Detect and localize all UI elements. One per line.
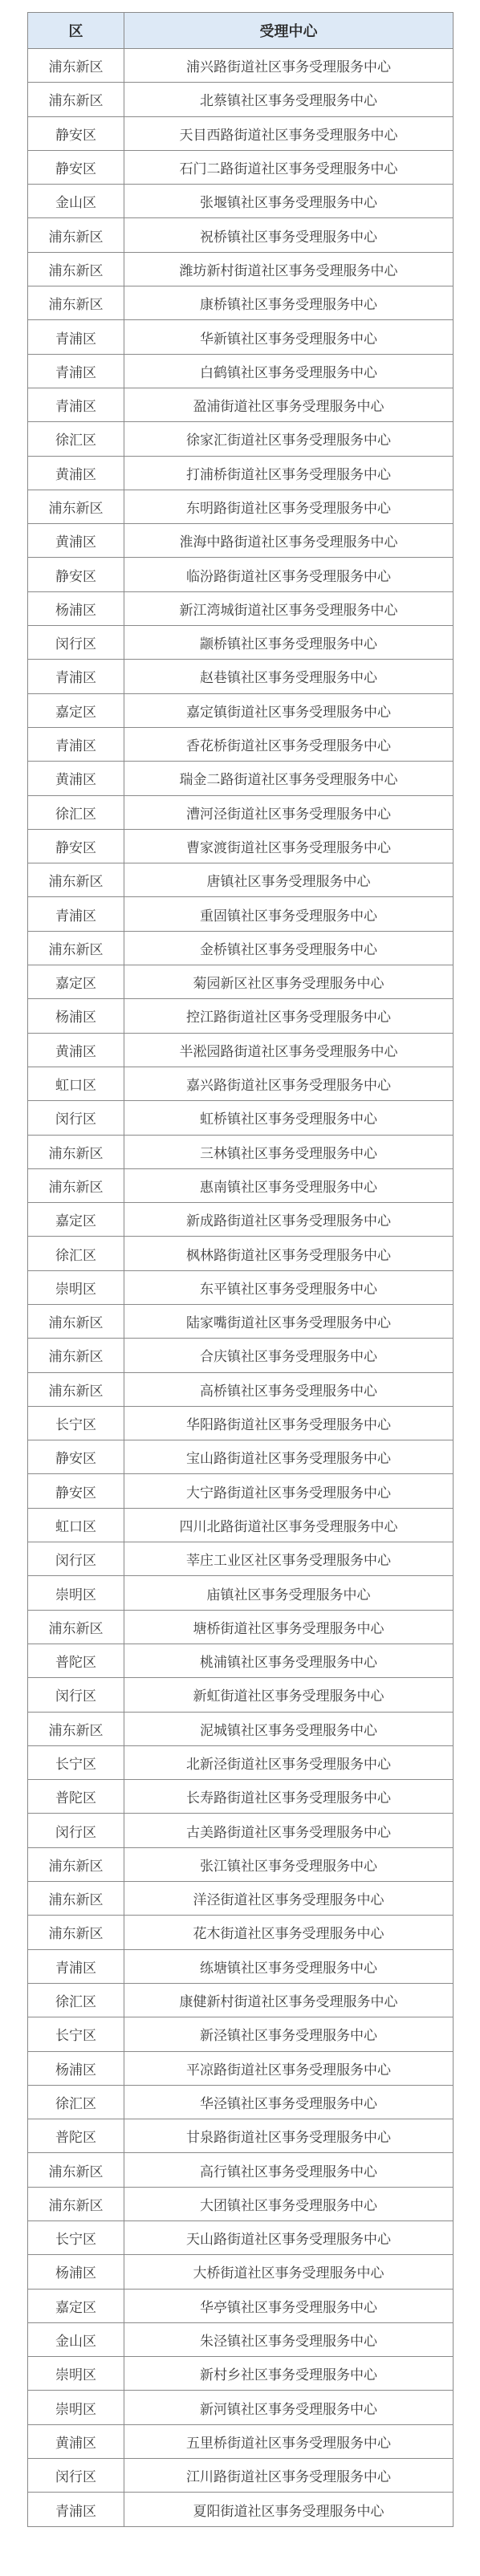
center-cell: 平凉路街道社区事务受理服务中心 <box>124 2051 454 2085</box>
district-cell: 静安区 <box>28 1440 124 1474</box>
table-row <box>28 863 454 897</box>
center-cell: 盈浦街道社区事务受理服务中心 <box>124 388 454 421</box>
table-row <box>28 524 454 558</box>
district-cell: 静安区 <box>28 829 124 863</box>
center-cell: 临汾路街道社区事务受理服务中心 <box>124 558 454 591</box>
district-cell: 浦东新区 <box>28 1916 124 1949</box>
table-row <box>28 150 454 184</box>
table-row <box>28 2424 454 2458</box>
center-cell: 虹桥镇社区事务受理服务中心 <box>124 1101 454 1135</box>
district-cell: 静安区 <box>28 1474 124 1508</box>
table-row <box>28 1304 454 1338</box>
district-cell: 静安区 <box>28 150 124 184</box>
center-cell: 华泾镇社区事务受理服务中心 <box>124 2085 454 2119</box>
center-cell: 菊园新区社区事务受理服务中心 <box>124 965 454 999</box>
table-row <box>28 2255 454 2289</box>
table-row <box>28 558 454 591</box>
district-cell: 虹口区 <box>28 1067 124 1100</box>
district-cell: 静安区 <box>28 558 124 591</box>
center-cell: 华新镇社区事务受理服务中心 <box>124 320 454 354</box>
center-cell: 高行镇社区事务受理服务中心 <box>124 2153 454 2187</box>
district-cell: 浦东新区 <box>28 1339 124 1372</box>
table-row <box>28 490 454 523</box>
center-cell: 打浦桥街道社区事务受理服务中心 <box>124 456 454 490</box>
table-row <box>28 1949 454 1983</box>
district-cell: 青浦区 <box>28 354 124 388</box>
table-row <box>28 2357 454 2391</box>
table-row <box>28 931 454 965</box>
table-row <box>28 2085 454 2119</box>
table-row <box>28 218 454 252</box>
district-cell: 青浦区 <box>28 320 124 354</box>
district-cell: 浦东新区 <box>28 1712 124 1745</box>
center-cell: 江川路街道社区事务受理服务中心 <box>124 2459 454 2493</box>
center-cell: 徐家汇街道社区事务受理服务中心 <box>124 422 454 456</box>
district-cell: 普陀区 <box>28 1644 124 1677</box>
table-row <box>28 1406 454 1440</box>
table-row <box>28 762 454 795</box>
district-cell: 嘉定区 <box>28 693 124 727</box>
table-row <box>28 2221 454 2255</box>
table-row <box>28 2459 454 2493</box>
district-cell: 青浦区 <box>28 2493 124 2526</box>
center-cell: 泥城镇社区事务受理服务中心 <box>124 1712 454 1745</box>
center-cell: 白鹤镇社区事务受理服务中心 <box>124 354 454 388</box>
table-row <box>28 252 454 286</box>
table-body <box>28 49 454 2527</box>
center-cell: 漕河泾街道社区事务受理服务中心 <box>124 795 454 829</box>
table-row <box>28 1745 454 1779</box>
center-cell: 香花桥街道社区事务受理服务中心 <box>124 727 454 761</box>
center-cell: 新河镇社区事务受理服务中心 <box>124 2391 454 2424</box>
district-cell: 浦东新区 <box>28 931 124 965</box>
district-cell: 静安区 <box>28 116 124 150</box>
table-row <box>28 1339 454 1372</box>
district-cell: 青浦区 <box>28 897 124 931</box>
center-cell: 陆家嘴街道社区事务受理服务中心 <box>124 1304 454 1338</box>
table-header-row <box>28 13 454 49</box>
center-cell: 新江湾城街道社区事务受理服务中心 <box>124 591 454 625</box>
center-cell: 练塘镇社区事务受理服务中心 <box>124 1949 454 1983</box>
district-cell: 金山区 <box>28 2322 124 2356</box>
district-cell: 闵行区 <box>28 1542 124 1576</box>
table-row <box>28 1916 454 1949</box>
table-row <box>28 1508 454 1542</box>
table-row <box>28 965 454 999</box>
center-cell: 古美路街道社区事务受理服务中心 <box>124 1814 454 1847</box>
table-row <box>28 897 454 931</box>
center-cell: 嘉兴路街道社区事务受理服务中心 <box>124 1067 454 1100</box>
center-cell: 洋泾街道社区事务受理服务中心 <box>124 1882 454 1916</box>
center-cell: 淮海中路街道社区事务受理服务中心 <box>124 524 454 558</box>
table-row <box>28 422 454 456</box>
center-cell: 大宁路街道社区事务受理服务中心 <box>124 1474 454 1508</box>
district-cell: 嘉定区 <box>28 1203 124 1237</box>
center-cell: 颛桥镇社区事务受理服务中心 <box>124 626 454 660</box>
district-cell: 普陀区 <box>28 1780 124 1814</box>
center-cell: 高桥镇社区事务受理服务中心 <box>124 1372 454 1406</box>
district-cell: 浦东新区 <box>28 1372 124 1406</box>
center-cell: 瑞金二路街道社区事务受理服务中心 <box>124 762 454 795</box>
table-row <box>28 2322 454 2356</box>
district-cell: 杨浦区 <box>28 999 124 1033</box>
center-cell: 花木街道社区事务受理服务中心 <box>124 1916 454 1949</box>
center-cell: 北蔡镇社区事务受理服务中心 <box>124 83 454 116</box>
district-cell: 黄浦区 <box>28 2424 124 2458</box>
table-row <box>28 388 454 421</box>
district-cell: 浦东新区 <box>28 2187 124 2220</box>
center-cell: 张江镇社区事务受理服务中心 <box>124 1847 454 1881</box>
district-cell: 黄浦区 <box>28 762 124 795</box>
district-cell: 崇明区 <box>28 1576 124 1610</box>
district-cell: 浦东新区 <box>28 1168 124 1202</box>
center-cell: 半淞园路街道社区事务受理服务中心 <box>124 1033 454 1067</box>
table-row <box>28 49 454 83</box>
table-row <box>28 1712 454 1745</box>
table-row <box>28 1237 454 1270</box>
district-cell: 浦东新区 <box>28 490 124 523</box>
table-row <box>28 1847 454 1881</box>
center-cell: 曹家渡街道社区事务受理服务中心 <box>124 829 454 863</box>
district-cell: 青浦区 <box>28 727 124 761</box>
center-cell: 合庆镇社区事务受理服务中心 <box>124 1339 454 1372</box>
table-row <box>28 727 454 761</box>
table-row <box>28 2153 454 2187</box>
district-cell: 浦东新区 <box>28 863 124 897</box>
district-cell: 杨浦区 <box>28 2255 124 2289</box>
district-cell: 崇明区 <box>28 2391 124 2424</box>
center-cell: 华阳路街道社区事务受理服务中心 <box>124 1406 454 1440</box>
district-column-header: 区 <box>28 13 124 49</box>
center-cell: 嘉定镇街道社区事务受理服务中心 <box>124 693 454 727</box>
table-row <box>28 2017 454 2051</box>
center-cell: 天目西路街道社区事务受理服务中心 <box>124 116 454 150</box>
table-row <box>28 1780 454 1814</box>
district-cell: 长宁区 <box>28 1406 124 1440</box>
center-cell: 朱泾镇社区事务受理服务中心 <box>124 2322 454 2356</box>
table-row <box>28 1270 454 1304</box>
table-row <box>28 795 454 829</box>
table-row <box>28 660 454 693</box>
table-row <box>28 2187 454 2220</box>
table-row <box>28 1440 454 1474</box>
table-row <box>28 1135 454 1168</box>
district-cell: 长宁区 <box>28 2017 124 2051</box>
center-cell: 张堰镇社区事务受理服务中心 <box>124 185 454 218</box>
center-cell: 潍坊新村街道社区事务受理服务中心 <box>124 252 454 286</box>
center-cell: 大团镇社区事务受理服务中心 <box>124 2187 454 2220</box>
center-cell: 惠南镇社区事务受理服务中心 <box>124 1168 454 1202</box>
district-cell: 闵行区 <box>28 2459 124 2493</box>
district-cell: 黄浦区 <box>28 456 124 490</box>
table-row <box>28 1882 454 1916</box>
table-row <box>28 999 454 1033</box>
table-row <box>28 1576 454 1610</box>
table-row <box>28 829 454 863</box>
district-cell: 浦东新区 <box>28 1882 124 1916</box>
district-cell: 闵行区 <box>28 1101 124 1135</box>
center-cell: 新虹街道社区事务受理服务中心 <box>124 1678 454 1712</box>
district-cell: 杨浦区 <box>28 591 124 625</box>
center-cell: 东平镇社区事务受理服务中心 <box>124 1270 454 1304</box>
table-row <box>28 1644 454 1677</box>
district-cell: 徐汇区 <box>28 795 124 829</box>
district-cell: 嘉定区 <box>28 965 124 999</box>
district-cell: 徐汇区 <box>28 1983 124 2017</box>
center-cell: 新村乡社区事务受理服务中心 <box>124 2357 454 2391</box>
table-row <box>28 1474 454 1508</box>
table-row <box>28 116 454 150</box>
table-row <box>28 1101 454 1135</box>
center-cell: 康健新村街道社区事务受理服务中心 <box>124 1983 454 2017</box>
center-cell: 长寿路街道社区事务受理服务中心 <box>124 1780 454 1814</box>
district-cell: 浦东新区 <box>28 83 124 116</box>
table-row <box>28 83 454 116</box>
center-cell: 大桥街道社区事务受理服务中心 <box>124 2255 454 2289</box>
district-cell: 浦东新区 <box>28 1847 124 1881</box>
center-cell: 庙镇社区事务受理服务中心 <box>124 1576 454 1610</box>
district-cell: 闵行区 <box>28 626 124 660</box>
table-row <box>28 2289 454 2322</box>
table-row <box>28 320 454 354</box>
center-cell: 新成路街道社区事务受理服务中心 <box>124 1203 454 1237</box>
table-row <box>28 1610 454 1644</box>
table-row <box>28 2391 454 2424</box>
district-cell: 浦东新区 <box>28 49 124 83</box>
district-cell: 金山区 <box>28 185 124 218</box>
district-cell: 浦东新区 <box>28 286 124 320</box>
center-cell: 五里桥街道社区事务受理服务中心 <box>124 2424 454 2458</box>
district-cell: 浦东新区 <box>28 2153 124 2187</box>
center-cell: 金桥镇社区事务受理服务中心 <box>124 931 454 965</box>
district-cell: 青浦区 <box>28 660 124 693</box>
district-cell: 浦东新区 <box>28 1610 124 1644</box>
district-cell: 徐汇区 <box>28 422 124 456</box>
center-cell: 华亭镇社区事务受理服务中心 <box>124 2289 454 2322</box>
district-cell: 闵行区 <box>28 1678 124 1712</box>
table-row <box>28 2119 454 2153</box>
table-row <box>28 1678 454 1712</box>
district-cell: 崇明区 <box>28 1270 124 1304</box>
center-cell: 三林镇社区事务受理服务中心 <box>124 1135 454 1168</box>
district-cell: 青浦区 <box>28 388 124 421</box>
table-row <box>28 591 454 625</box>
district-cell: 虹口区 <box>28 1508 124 1542</box>
service-center-table <box>27 12 454 2527</box>
table-row <box>28 1814 454 1847</box>
center-cell: 重固镇社区事务受理服务中心 <box>124 897 454 931</box>
table-row <box>28 2051 454 2085</box>
district-cell: 浦东新区 <box>28 1135 124 1168</box>
table-row <box>28 456 454 490</box>
center-cell: 浦兴路街道社区事务受理服务中心 <box>124 49 454 83</box>
center-cell: 唐镇社区事务受理服务中心 <box>124 863 454 897</box>
center-cell: 宝山路街道社区事务受理服务中心 <box>124 1440 454 1474</box>
center-cell: 枫林路街道社区事务受理服务中心 <box>124 1237 454 1270</box>
center-cell: 天山路街道社区事务受理服务中心 <box>124 2221 454 2255</box>
table-row <box>28 1372 454 1406</box>
table-row <box>28 693 454 727</box>
table-row <box>28 1542 454 1576</box>
district-cell: 徐汇区 <box>28 1237 124 1270</box>
table-row <box>28 1168 454 1202</box>
district-cell: 青浦区 <box>28 1949 124 1983</box>
center-cell: 塘桥街道社区事务受理服务中心 <box>124 1610 454 1644</box>
district-cell: 普陀区 <box>28 2119 124 2153</box>
table-row <box>28 1203 454 1237</box>
table-row <box>28 2493 454 2526</box>
center-cell: 桃浦镇社区事务受理服务中心 <box>124 1644 454 1677</box>
center-cell: 夏阳街道社区事务受理服务中心 <box>124 2493 454 2526</box>
center-cell: 东明路街道社区事务受理服务中心 <box>124 490 454 523</box>
table-row <box>28 286 454 320</box>
district-cell: 长宁区 <box>28 1745 124 1779</box>
center-cell: 康桥镇社区事务受理服务中心 <box>124 286 454 320</box>
district-cell: 嘉定区 <box>28 2289 124 2322</box>
district-cell: 浦东新区 <box>28 252 124 286</box>
center-cell: 甘泉路街道社区事务受理服务中心 <box>124 2119 454 2153</box>
table-row <box>28 1067 454 1100</box>
center-column-header: 受理中心 <box>124 13 454 49</box>
table-row <box>28 1983 454 2017</box>
center-cell: 石门二路街道社区事务受理服务中心 <box>124 150 454 184</box>
center-cell: 控江路街道社区事务受理服务中心 <box>124 999 454 1033</box>
center-cell: 莘庄工业区社区事务受理服务中心 <box>124 1542 454 1576</box>
center-cell: 新泾镇社区事务受理服务中心 <box>124 2017 454 2051</box>
center-cell: 四川北路街道社区事务受理服务中心 <box>124 1508 454 1542</box>
district-cell: 徐汇区 <box>28 2085 124 2119</box>
table-row <box>28 626 454 660</box>
district-cell: 长宁区 <box>28 2221 124 2255</box>
district-cell: 浦东新区 <box>28 1304 124 1338</box>
center-cell: 祝桥镇社区事务受理服务中心 <box>124 218 454 252</box>
table-row <box>28 1033 454 1067</box>
district-cell: 杨浦区 <box>28 2051 124 2085</box>
district-cell: 黄浦区 <box>28 1033 124 1067</box>
center-cell: 北新泾街道社区事务受理服务中心 <box>124 1745 454 1779</box>
district-cell: 黄浦区 <box>28 524 124 558</box>
center-cell: 赵巷镇社区事务受理服务中心 <box>124 660 454 693</box>
table-row <box>28 354 454 388</box>
district-cell: 浦东新区 <box>28 218 124 252</box>
table-row <box>28 185 454 218</box>
district-cell: 闵行区 <box>28 1814 124 1847</box>
district-cell: 崇明区 <box>28 2357 124 2391</box>
